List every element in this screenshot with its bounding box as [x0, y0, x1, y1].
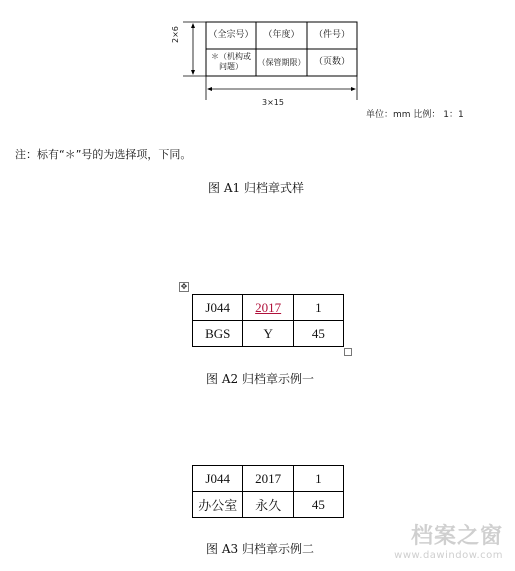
a2-year-text: 2017 — [255, 299, 282, 315]
table-row — [193, 466, 344, 492]
a1-width-dimension: 3×15 — [262, 98, 284, 107]
a3-cell: 办公室 — [193, 492, 243, 518]
figure-a1-caption: 图 A1 归档章式样 — [208, 181, 304, 195]
a1-cell-fonds-number: （全宗号） — [208, 30, 254, 40]
watermark-logo-text: 档案之窗 — [410, 524, 503, 549]
a1-cell-retention-period: （保管期限） — [257, 58, 306, 67]
figure-a3-caption: 图 A3 归档章示例二 — [206, 542, 314, 556]
a2-cell[interactable]: 1 — [293, 295, 343, 321]
move-cross-icon[interactable]: ✥ — [180, 282, 188, 291]
selection-note: 注：标有“＊”号的为选择项，下同。 — [15, 148, 192, 161]
a1-cell-item-number: （件号） — [313, 30, 350, 40]
a3-cell: 1 — [293, 466, 343, 492]
figure-a2-table[interactable] — [192, 294, 344, 347]
a1-cell-page-count: （页数） — [313, 57, 350, 67]
table-resize-handle[interactable] — [344, 348, 352, 356]
a2-cell-year[interactable] — [243, 295, 293, 321]
a3-cell: 2017 — [243, 466, 293, 492]
a1-height-dimension: 2×6 — [171, 26, 180, 43]
a3-cell: 永久 — [243, 492, 293, 518]
a2-cell[interactable]: J044 — [193, 295, 243, 321]
a3-cell: 45 — [293, 492, 343, 518]
table-row — [193, 295, 344, 321]
figure-a3-table — [192, 465, 344, 518]
a1-cell-year: （年度） — [263, 30, 300, 40]
table-row — [193, 492, 344, 518]
a3-cell: J044 — [193, 466, 243, 492]
watermark-url: www.dawindow.com — [394, 550, 503, 561]
a2-cell[interactable]: Y — [243, 321, 293, 347]
a2-cell[interactable]: BGS — [193, 321, 243, 347]
figure-a2-caption: 图 A2 归档章示例一 — [206, 372, 314, 386]
a1-unit-scale-note: 单位：mm 比例： 1：1 — [366, 110, 464, 120]
a1-cell-organization: ＊（机构或问题） — [211, 52, 251, 71]
table-row — [193, 321, 344, 347]
a2-cell[interactable]: 45 — [293, 321, 343, 347]
watermark-logo — [394, 519, 503, 561]
